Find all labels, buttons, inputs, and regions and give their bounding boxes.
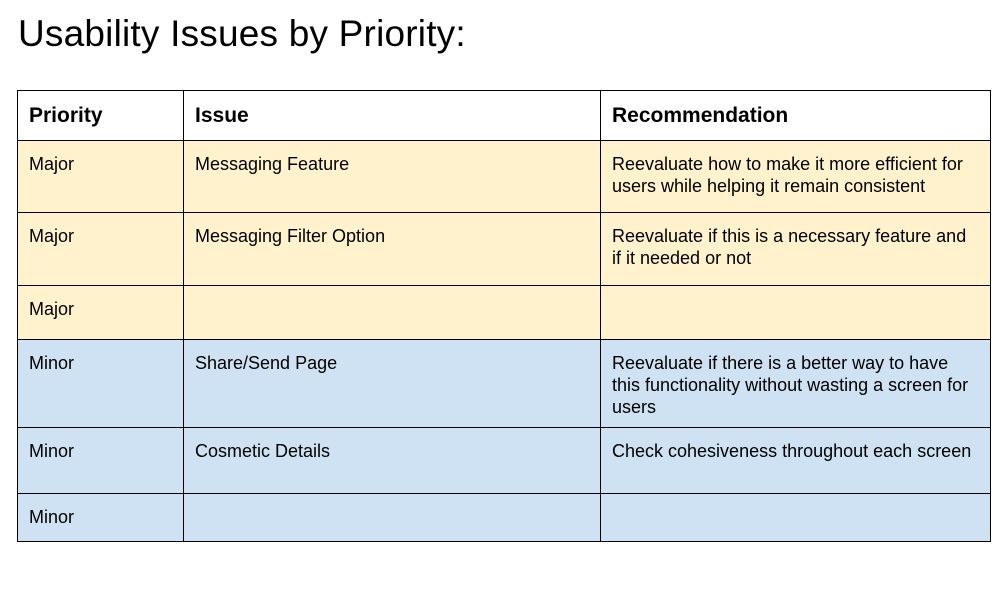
recommendation-cell: Reevaluate how to make it more efficient for users while helping it remain consistent — [601, 141, 991, 213]
priority-cell: Major — [18, 286, 184, 340]
table-row — [18, 141, 991, 213]
issue-cell: Messaging Feature — [184, 141, 601, 213]
table-header-row — [18, 91, 991, 141]
issue-cell: Cosmetic Details — [184, 428, 601, 494]
issue-cell — [184, 286, 601, 340]
recommendation-cell: Reevaluate if there is a better way to have this functionality without wasting a screen for users — [601, 340, 991, 428]
table-row — [18, 340, 991, 428]
priority-cell: Major — [18, 213, 184, 286]
table-row — [18, 428, 991, 494]
recommendation-cell: Reevaluate if this is a necessary feature and if it needed or not — [601, 213, 991, 286]
header-recommendation: Recommendation — [601, 91, 991, 141]
page-title: Usability Issues by Priority: — [18, 13, 466, 54]
priority-cell: Minor — [18, 494, 184, 542]
recommendation-cell — [601, 286, 991, 340]
table-row — [18, 213, 991, 286]
issue-cell: Share/Send Page — [184, 340, 601, 428]
header-priority: Priority — [18, 91, 184, 141]
priority-cell: Minor — [18, 428, 184, 494]
issue-cell: Messaging Filter Option — [184, 213, 601, 286]
issue-cell — [184, 494, 601, 542]
priority-cell: Minor — [18, 340, 184, 428]
header-issue: Issue — [184, 91, 601, 141]
recommendation-cell: Check cohesiveness throughout each screen — [601, 428, 991, 494]
recommendation-cell — [601, 494, 991, 542]
table-row — [18, 494, 991, 542]
usability-issues-table — [17, 90, 991, 542]
table-row — [18, 286, 991, 340]
priority-cell: Major — [18, 141, 184, 213]
